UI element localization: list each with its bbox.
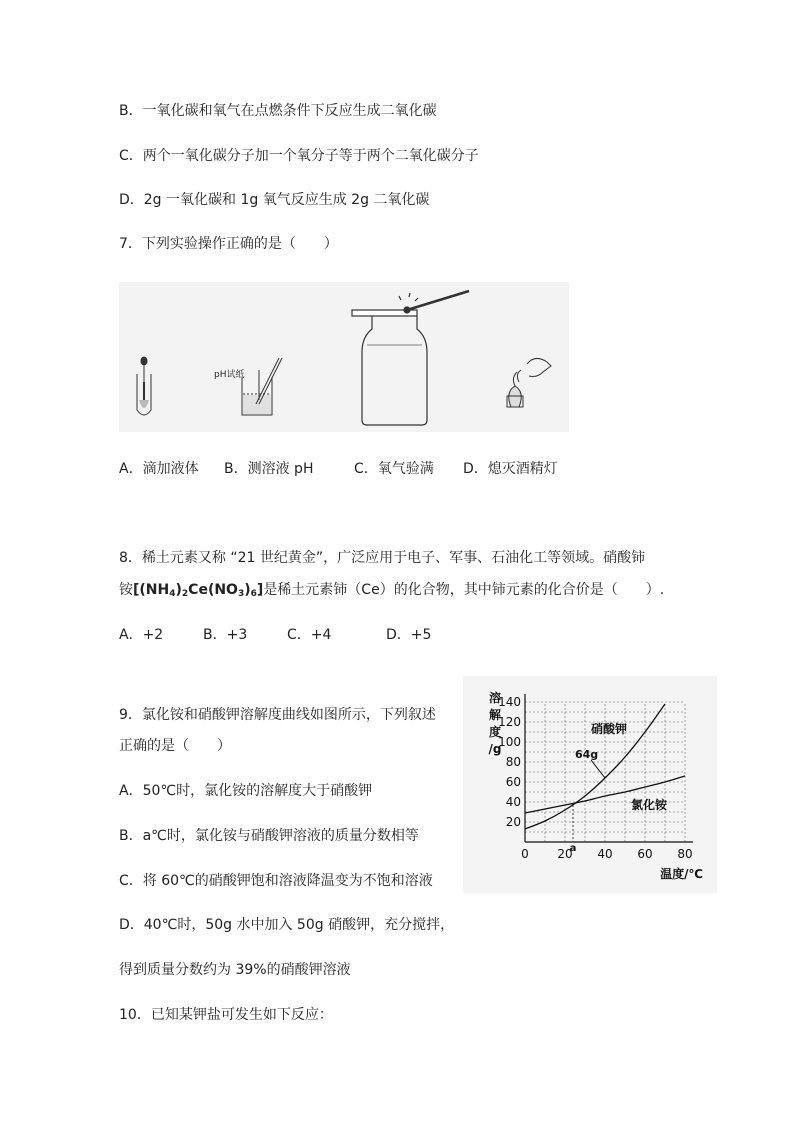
- q6-option-c: C．两个一氧化碳分子加一个氧分子等于两个二氧化碳分子: [119, 148, 479, 164]
- solubility-chart: [463, 676, 717, 893]
- y-axis-label: 溶: [488, 691, 502, 705]
- y-tick-label: 120: [498, 715, 521, 729]
- q7-option-c: C．氧气验满: [354, 461, 434, 477]
- formula-part: ]: [256, 582, 264, 598]
- gas-bottle-figure: [352, 291, 469, 425]
- formula-part: ): [175, 582, 182, 598]
- q8-formula: [133, 582, 263, 598]
- ph-paper-label: pH试纸: [214, 370, 245, 380]
- q9-option-a: A．50℃时，氯化铵的溶解度大于硝酸钾: [119, 783, 373, 799]
- x-tick-label: 40: [597, 847, 613, 861]
- formula-sub: 2: [181, 589, 189, 599]
- x-tick-label: 0: [521, 847, 529, 861]
- solubility-chart-svg: [463, 676, 717, 893]
- q8-stem-line1: 8．稀土元素又称 “21 世纪黄金”，广泛应用于电子、军事、石油化工等领域。硝酸铈: [119, 550, 646, 566]
- q8-option-c: C．+4: [287, 627, 332, 643]
- formula-sub: 6: [250, 589, 257, 599]
- q9-option-b: B．a℃时，氯化铵与硝酸钾溶液的质量分数相等: [119, 828, 419, 844]
- x-tick-label: 60: [637, 847, 653, 861]
- x-axis-label: 温度/℃: [660, 867, 703, 881]
- q9-stem-line1: 9．氯化铵和硝酸钾溶解度曲线如图所示，下列叙述: [119, 707, 436, 723]
- beaker-ph-figure: [242, 358, 282, 415]
- q7-option-b: B．测溶液 pH: [224, 461, 314, 477]
- q10-stem: 10．已知某钾盐可发生如下反应：: [119, 1007, 333, 1023]
- alcohol-lamp-figure: [507, 358, 551, 407]
- q7-stem: 7．下列实验操作正确的是（ ）: [119, 236, 338, 252]
- q6-option-b: B．一氧化碳和氧气在点燃条件下反应生成二氧化碳: [119, 103, 437, 119]
- series-label-kno3: 硝酸钾: [591, 722, 628, 736]
- formula-sub: 3: [237, 589, 245, 599]
- q6-option-d: D．2g 一氧化碳和 1g 氧气反应生成 2g 二氧化碳: [119, 192, 430, 208]
- y-tick-label: 20: [505, 815, 521, 829]
- q9-stem-line2: 正确的是（ ）: [119, 738, 231, 754]
- y-tick-label: 40: [505, 795, 521, 809]
- formula-part: Ce(NO: [188, 582, 238, 598]
- y-axis-label: 度: [488, 725, 502, 739]
- y-tick-label: 60: [505, 775, 521, 789]
- q7-option-a: A．滴加液体: [119, 461, 199, 477]
- y-tick-label: 80: [505, 755, 521, 769]
- series-label-nh4cl: 氯化铵: [631, 798, 668, 812]
- q9-option-d-line2: 得到质量分数约为 39%的硝酸钾溶液: [119, 962, 351, 978]
- formula-sub: 4: [169, 589, 176, 599]
- q9-option-d-line1: D．40℃时，50g 水中加入 50g 硝酸钾，充分搅拌，: [119, 917, 455, 933]
- dropper-tube-figure: [137, 357, 151, 415]
- q8-option-a: A．+2: [119, 627, 164, 643]
- y-axis-label: /g: [488, 742, 502, 756]
- y-tick-label: 140: [498, 695, 521, 709]
- q8-option-b: B．+3: [203, 627, 248, 643]
- annotation-64g: 64g: [575, 748, 599, 761]
- annotation-a: a: [569, 843, 577, 854]
- x-tick-label: 80: [677, 847, 693, 861]
- formula-part: ): [244, 582, 251, 598]
- formula-part: [(NH: [133, 582, 170, 598]
- q7-option-d: D．熄灭酒精灯: [463, 461, 558, 477]
- y-tick-label: 100: [498, 735, 521, 749]
- q9-option-c: C．将 60℃的硝酸钾饱和溶液降温变为不饱和溶液: [119, 873, 433, 889]
- q7-figure-drawing: [119, 282, 569, 432]
- y-axis-label: 解: [488, 708, 502, 722]
- q8-option-d: D．+5: [386, 627, 432, 643]
- x-tick-label: 20: [557, 847, 573, 861]
- q8-suffix: 是稀土元素铈（Ce）的化合物，其中铈元素的化合价是（ ）.: [263, 582, 665, 598]
- q8-prefix: 铵: [119, 582, 133, 598]
- q7-figure: [119, 282, 569, 432]
- q8-stem-line2: [119, 580, 664, 604]
- annotation-64g-arrow: [591, 760, 605, 778]
